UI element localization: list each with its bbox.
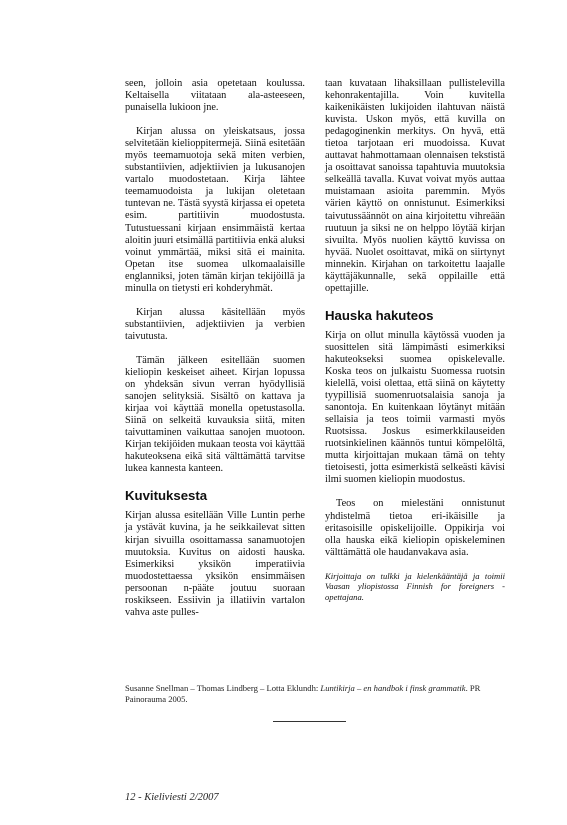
page-footer: 12 - Kieliviesti 2/2007 bbox=[125, 792, 219, 803]
author-note: Kirjoittaja on tulkki ja kielenkääntäjä ja toimii Vaasan yliopistossa Finnish for foreigners -opettajana. bbox=[325, 570, 505, 602]
paragraph: Tämän jälkeen esitellään suomen kieliopin keskeiset aiheet. Kirjan lopussa on yhdeksän sivun verran hyödyllisiä sanojen selityksiä. Sisältö on kattava ja kirjaa voi käyttää monella opetustasolla. Siinä on selkeitä kuvauksia siitä, miten taivuttaminen vaikuttaa sanojen muotoon. Kirjan tekijöiden mukaan teosta voi käyttää hakuteoksena eikä sitä välttämättä tarvitse lukea kannesta kanteen. bbox=[125, 354, 305, 475]
paragraph: taan kuvataan lihaksillaan pullistelevilla kehonrakentajilla. Voin kuvitella kaikenikäisten lukijoiden ilahtuvan näistä kuvista. Uskon myös, että kuvilla on pedagoginenkin merkitys. On hyvä, että tietoa tarjotaan eri muodoissa. Kuvat auttavat hahmottamaan olennaisen tekstistä ja osoittavat sanoissa tapahtuvia muutoksia selkeällä tavalla. Kuvat voivat myös auttaa muistamaan asioita paremmin. Myös värien käyttö on onnistunut. Esimerkiksi taivutussäännöt on aina kirjoitettu vihreään ruutuun ja siksi ne on helppo löytää kirjan sivuilta. Myös nuolien käyttö kuvissa on hyvää. Nuolet osoittavat, mikä on siirtynyt minnekin. Kirjahan on tarkoitettu laajalle käyttäjäkunnalle, sekä oppilaille että opettajille. bbox=[325, 78, 505, 294]
divider-line bbox=[273, 721, 346, 722]
section-heading: Kuvituksesta bbox=[125, 488, 208, 504]
paragraph: Kirja on ollut minulla käytössä vuoden ja suosittelen sitä lämpimästi esimerkiksi hakuteokseksi suomea opiskelevalle. Koska teos on julkaistu Suomessa ruotsin kielellä, voisi olettaa, että siinä on käytetty tyypillisiä suomenruotsalaisia sanoja ja sanontoja. En kuitenkaan löytänyt mitään sellaisia ja teos toimii varmasti myös Ruotsissa. Joskus esimerkkilauseiden ruotsinkielinen käännös tuntui kömpelöltä, mutta kirjoittajan mukaan tämä on tehty tietoisesti, jotta esimerkistä selkeästi kävisi ilmi suomen kieliopin muodostus. bbox=[325, 329, 505, 486]
citation-authors: Susanne Snellman – Thomas Lindberg – Lotta Eklundh: bbox=[125, 683, 321, 693]
citation-publisher: . PR Painorauma 2005. bbox=[125, 683, 481, 704]
section-heading: Hauska hakuteos bbox=[325, 307, 434, 323]
book-citation bbox=[125, 683, 510, 704]
left-column bbox=[125, 78, 305, 619]
right-column bbox=[325, 78, 505, 602]
paragraph: Kirjan alussa käsitellään myös substantiivien, adjektiivien ja verbien taivutusta. bbox=[125, 306, 305, 342]
citation-title: Luntikirja – en handbok i finsk grammatik bbox=[320, 683, 466, 693]
paragraph: Kirjan alussa esitellään Ville Luntin perhe ja ystävät kuvina, ja he seikkailevat sitten kirjan sivuilla osoittamassa sanamuotojen muutoksia. Kuvitus on aidosti hauska. Esimerkiksi yksikön imperatiivia muodostettaessa yksikön ensimmäisen persoonan n-pääte joutuu suoraan roskikseen. Essiivin ja illatiivin vartalon vahva aste pulles- bbox=[125, 510, 305, 618]
paragraph: Teos on mielestäni onnistunut yhdistelmä tietoa eri-ikäisille ja eritasoisille opiskelijoille. Oppikirja voi olla hauska eikä kieliopin opiskeleminen välttämättä ole haudanvakava asia. bbox=[325, 498, 505, 558]
paragraph: Kirjan alussa on yleiskatsaus, jossa selvitetään kielioppitermejä. Siinä esitetään myös teemamuotoja sekä miten verbien, substantiivien, adjektiivien ja lukusanojen vartalo muodostetaan. Kirja lähtee teemamuodoista ja lukijan oletetaan tuntevan ne. Tästä syystä kirjassa ei opeteta esim. partitiivin muodostusta. Tutustuessani kirjaan ensimmäistä kertaa aloitin juuri etsimällä partitiivia enkä aluksi voinut ymmärtää, miksi sitä ei mainita. Opetan itse suomea ulkomaalaisille englanniksi, joten tämän kirjan tekijöillä ja minulla on tietysti eri kohderyhmät. bbox=[125, 126, 305, 294]
paragraph: seen, jolloin asia opetetaan koulussa. Keltaisella viitataan ala-asteeseen, punaisella lukioon jne. bbox=[125, 78, 305, 114]
